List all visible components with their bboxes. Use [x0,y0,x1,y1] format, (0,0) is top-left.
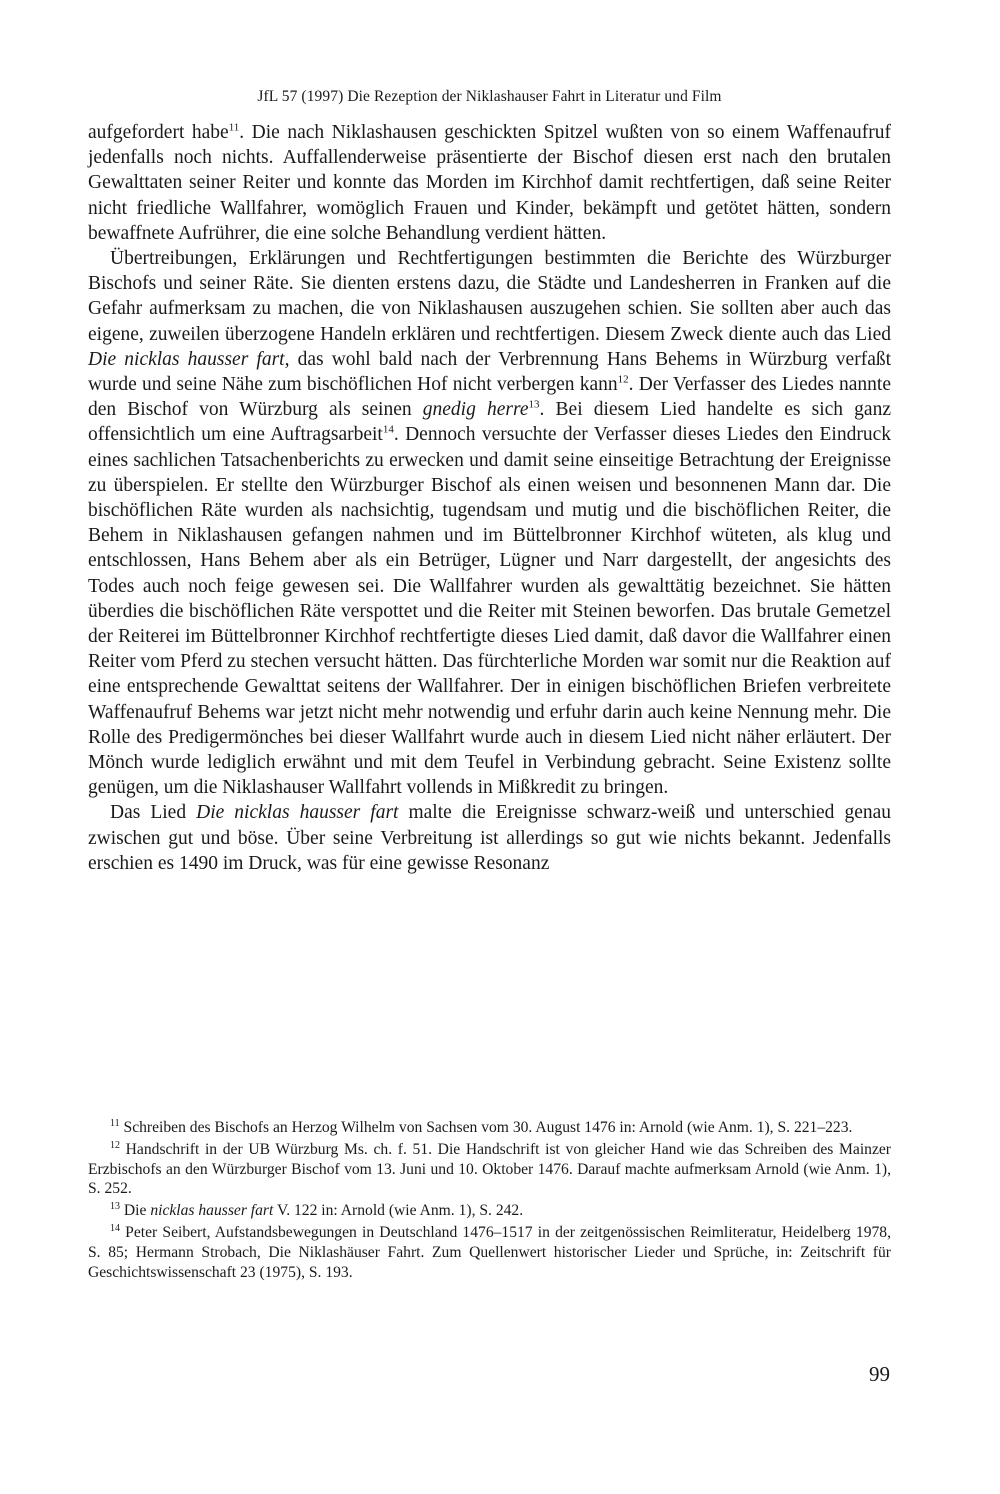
text-run: . Bei diesem Lied handelte es sich ganz offensichtlich um eine Auftragsarbeit [88,399,891,446]
paragraph-2 [88,246,891,800]
footnote-14 [88,1223,891,1282]
footnote-ref[interactable]: 14 [382,423,394,436]
footnotes [88,1118,891,1284]
footnote-ref[interactable]: 12 [617,373,629,386]
footnote-text: Schreiben des Bischofs an Herzog Wilhelm von Sachsen vom 30. August 1476 in: Arnold (wie Anm. 1), S. 221–223. [119,1119,853,1136]
page-content [88,88,891,876]
footnote-text: V. 122 in: Arnold (wie Anm. 1), S. 242. [273,1202,524,1220]
text-run: aufgefordert habe [88,122,229,143]
text-run: . Die nach Niklashausen geschickten Spitzel wußten von so einem Waffenaufruf jedenfalls noch nichts. Auffallenderweise präsentierte der Bischof diesen erst nach den brutalen Gewalttaten seiner Reiter und konnte das Morden im Kirchhof damit rechtfertigen, daß seine Reiter nicht friedliche Wallfahrer, womöglich Frauen und Kinder, bekämpft und getötet hätten, sondern bewaffnete Aufrührer, die eine solche Behandlung verdient hätten. [88,122,891,244]
footnote-text: Die [120,1202,151,1220]
text-run: malte die Ereignisse schwarz-weiß und unterschied genau zwischen gut und böse. Über seine Verbreitung ist allerdings so gut wie nichts bekannt. Jedenfalls erschien es 1490 im Druck, was für eine gewisse Resonanz [88,802,891,874]
text-run: . Dennoch versuchte der Verfasser dieses Liedes den Eindruck eines sachlichen Tatsachenberichts zu erwecken und damit seine einseitige Betrachtung der Ereignisse zu überspielen. Er stellte den Würzburger Bischof als einen weisen und besonnenen Mann dar. Die bischöflichen Räte wurden als nachsichtig, tugendsam und mutig und die bischöflichen Reiter, die Behem in Niklashausen gefangen nahmen und im Büttelbronner Kirchhof wüteten, als klug und entschlossen, Hans Behem aber als ein Betrüger, Lügner und Narr dargestellt, der angesichts des Todes auch noch feige gewesen sei. Die Wallfahrer wurden als gewalttätig bezeichnet. Sie hätten überdies die bischöflichen Räte verspottet und die Reiter mit Steinen beworfen. Das brutale Gemetzel der Reiterei im Büttelbronner Kirchhof rechtfertigte dieses Lied damit, daß davor die Wallfahrer einen Reiter vom Pferd zu stechen versucht hätten. Das fürchterliche Morden war somit nur die Reaktion auf eine entsprechende Gewalttat seitens der Wallfahrer. Der in einigen bischöflichen Briefen verbreitete Waffenaufruf Behems war jetzt nicht mehr notwendig und erfuhr darin auch keine Nennung mehr. Die Rolle des Predigermönches bei dieser Wallfahrt wurde auch in diesem Lied nicht näher erläutert. Der Mönch wurde lediglich erwähnt und mit dem Teufel in Verbindung gebracht. Seine Existenz sollte genügen, um die Niklashauser Wallfahrt vollends in Mißkredit zu bringen. [88,424,891,799]
text-run: Das Lied [110,802,197,824]
body-text [88,120,891,876]
footnote-number: 11 [110,1117,120,1129]
footnote-ref[interactable]: 13 [528,398,540,411]
paragraph-1 [88,120,891,246]
page-number: 99 [869,1362,890,1386]
italic-quote: gnedig herre [422,399,529,421]
footnote-text: Handschrift in der UB Würzburg Ms. ch. f. 51. Die Handschrift ist von gleicher Hand wie das Schreiben des Mainzer Erzbischofs an den Würzburger Bischof vom 13. Juni und 10. Oktober 1476. Darauf machte aufmerksam Arnold (wie Anm. 1), S. 252. [88,1140,891,1198]
footnote-13 [88,1201,891,1221]
footnote-ref[interactable]: 11 [228,121,240,134]
italic-title: Die nicklas hausser fart [88,348,285,370]
text-run: Übertreibungen, Erklärungen und Rechtfertigungen bestimmten die Berichte des Würzburger Bischofs und seiner Räte. Sie dienten erstens dazu, die Städte und Landesherren in Franken auf die Gefahr aufmerksam zu machen, die von Niklashausen auszugehen schien. Sie sollten aber auch das eigene, zuweilen überzogene Handeln erklären und rechtfertigen. Diesem Zweck diente auch das Lied [88,248,891,345]
text-run: , das wohl bald nach der Verbrennung Hans Behems in Würzburg verfaßt wurde und seine Nähe zum bischöflichen Hof nicht verbergen kann [88,348,892,396]
paragraph-3 [88,800,891,876]
italic-title: Die nicklas hausser fart [196,802,399,824]
footnote-11 [88,1118,891,1138]
running-header: JfL 57 (1997) Die Rezeption der Niklashauser Fahrt in Literatur und Film [257,88,722,105]
footnote-12 [88,1140,891,1199]
text-run: . Der Verfasser des Liedes nannte den Bischof von Würzburg als seinen [88,374,891,421]
footnote-number: 12 [110,1139,120,1151]
footnote-number: 13 [110,1201,120,1212]
footnote-text: Peter Seibert, Aufstandsbewegungen in Deutschland 1476–1517 in der zeitgenössischen Reimliteratur, Heidelberg 1978, S. 85; Hermann Strobach, Die Niklashäuser Fahrt. Zum Quellenwert historischer Lieder und Sprüche, in: Zeitschrift für Geschichtswissenschaft 23 (1975), S. 193. [88,1223,891,1281]
italic-title: nicklas hausser fart [150,1202,274,1220]
footnote-number: 14 [110,1222,120,1234]
